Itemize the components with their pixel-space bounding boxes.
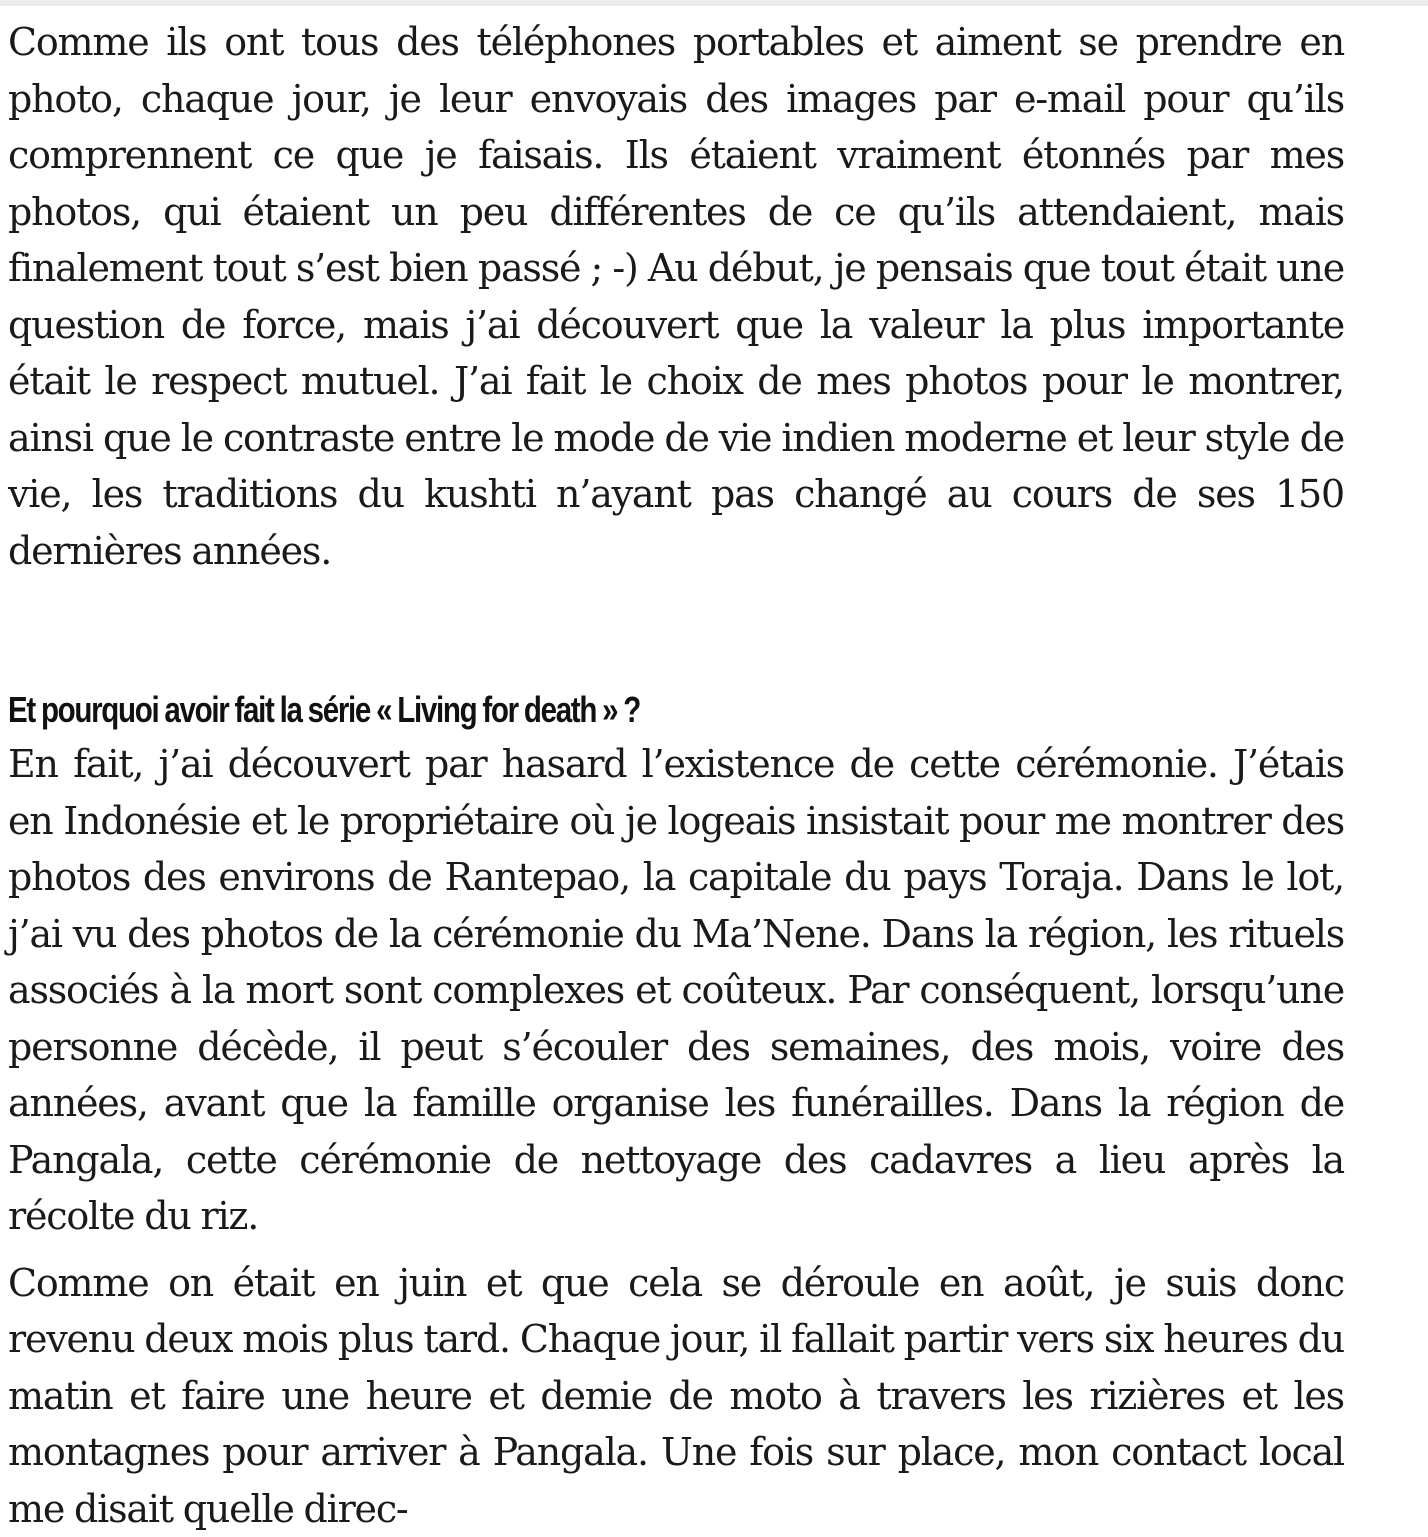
paragraph-ceremony: En fait, j’ai découvert par hasard l’existence de cette cérémonie. J’étais en Indonésie et le propriétaire où je logeais insistait pour me montrer des photos des environs de Rantepao, la capitale du pays Toraja. Dans le lot, j’ai vu des photos de la cérémonie du Ma’Nene. Dans la région, les rituels associés à la mort sont complexes et coûteux. Par conséquent, lorsqu’une personne décède, il peut s’écouler des semaines, des mois, voire des années, avant que la famille organise les funérailles. Dans la région de Pangala, cette cérémonie de nettoyage des cadavres a lieu après la récolte du riz. (8, 736, 1344, 1245)
paragraph-kushti: Comme ils ont tous des téléphones portables et aiment se prendre en photo, chaque jour, je leur envoyais des images par e-mail pour qu’ils comprennent ce que je faisais. Ils étaient vraiment étonnés par mes photos, qui étaient un peu différentes de ce qu’ils attendaient, mais finalement tout s’est bien passé ; -) Au début, je pensais que tout était une question de force, mais j’ai découvert que la valeur la plus importante était le respect mutuel. J’ai fait le choix de mes photos pour le montrer, ainsi que le contraste entre le mode de vie indien moderne et leur style de vie, les traditions du kushti n’ayant pas changé au cours de ses 150 dernières années. (8, 14, 1344, 579)
paragraph-journey: Comme on était en juin et que cela se déroule en août, je suis donc revenu deux mois plus tard. Chaque jour, il fallait partir vers six heures du matin et faire une heure et demie de moto à travers les rizières et les montagnes pour arriver à Pangala. Une fois sur place, mon contact local me disait quelle direc- (8, 1255, 1344, 1537)
article-body (8, 14, 1344, 1537)
section-heading: Et pourquoi avoir fait la série « Living for death » ? (8, 684, 1104, 736)
top-scroll-edge (0, 0, 1428, 6)
